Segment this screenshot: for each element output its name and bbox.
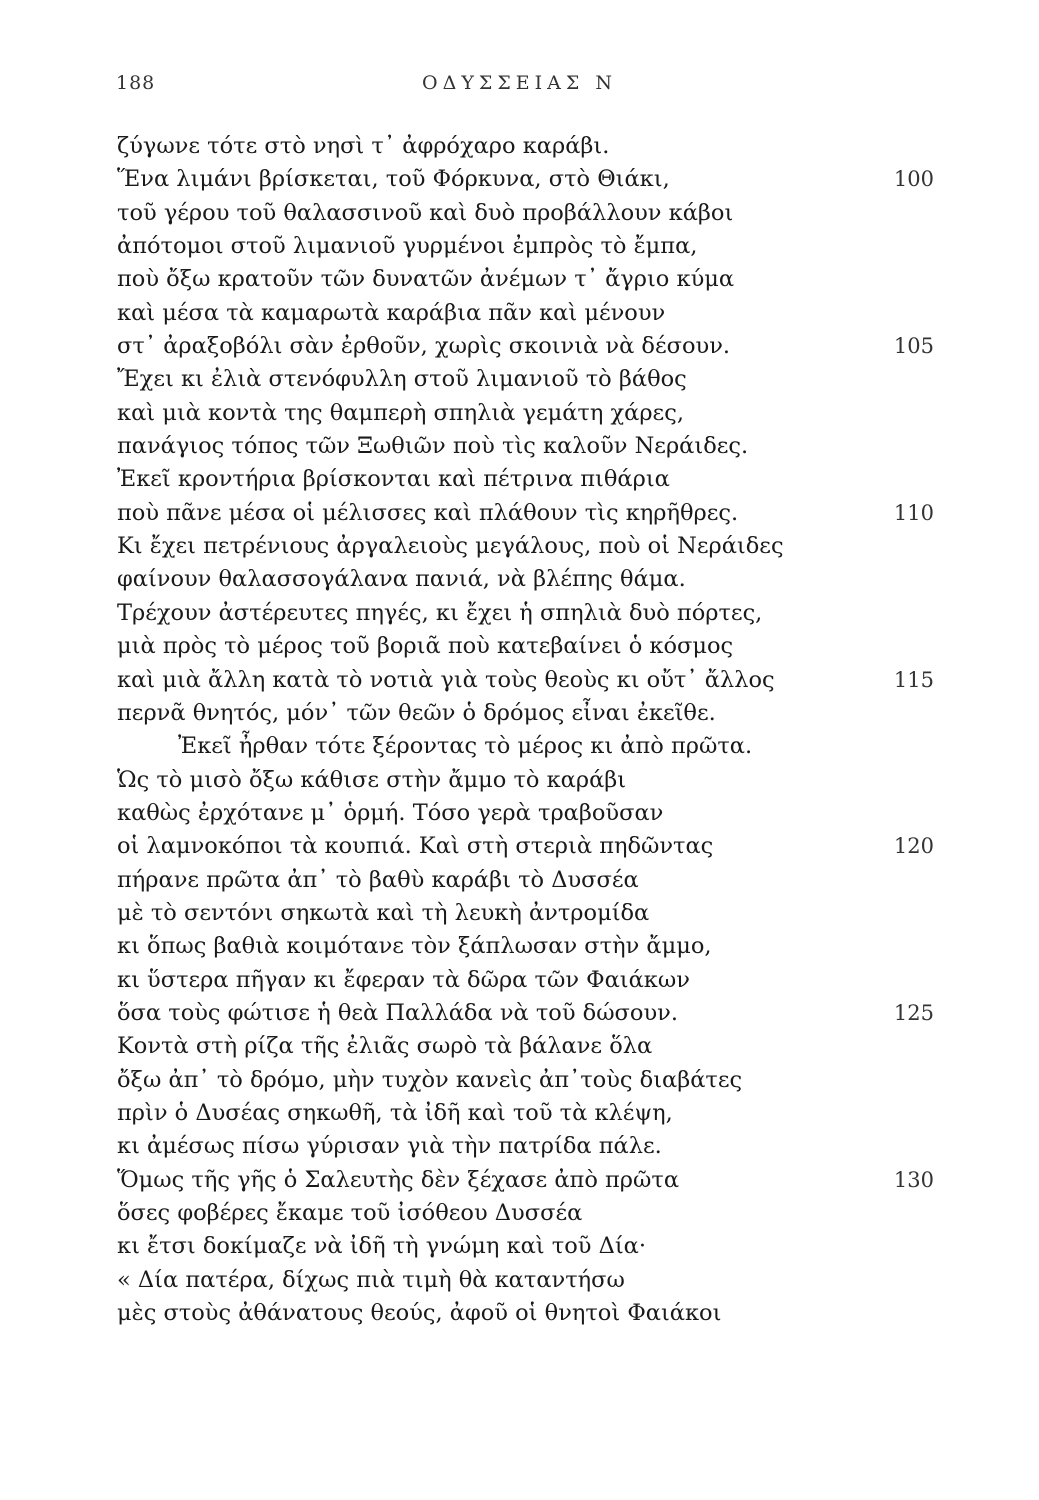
verse-text: ποὺ ὄξω κρατοῦν τῶν δυνατῶν ἀνέμων τ᾿ ἄγριο κύμα [117,266,735,293]
verse-line [0,330,1039,363]
verse-text: Κοντὰ στὴ ρίζα τῆς ἐλιᾶς σωρὸ τὰ βάλανε ὅλα [117,1033,653,1060]
verse-line [0,897,1039,930]
verse-line [0,563,1039,596]
verse-text: Ἕνα λιμάνι βρίσκεται, τοῦ Φόρκυνα, στὸ Θιάκι, [117,166,670,193]
verse-line [0,1130,1039,1163]
verse-text: καὶ μιὰ ἄλλη κατὰ τὸ νοτιὰ γιὰ τοὺς θεοὺς κι οὔτ᾿ ἄλλος [117,666,775,693]
page-number: 188 [116,72,156,94]
verse-line [0,964,1039,997]
verse-text: κι ἔτσι δοκίμαζε νὰ ἰδῆ τὴ γνώμη καὶ τοῦ Δία· [117,1233,646,1260]
verse-text: καὶ μέσα τὰ καμαρωτὰ καράβια πᾶν καὶ μένουν [117,299,666,326]
verse-text: στ᾿ ἀραξοβόλι σὰν ἐρθοῦν, χωρὶς σκοινιὰ νὰ δέσουν. [117,333,731,360]
verse-line [0,397,1039,430]
verse-text: τοῦ γέρου τοῦ θαλασσινοῦ καὶ δυὸ προβάλλουν κάβοι [117,199,734,226]
verse-number: 110 [893,500,934,525]
verse-line [0,630,1039,663]
verse-text: Ἔχει κι ἐλιὰ στενόφυλλη στοῦ λιμανιοῦ τὸ βάθος [117,366,687,393]
verse-text: Ἐκεῖ κροντήρια βρίσκονται καὶ πέτρινα πιθάρια [117,466,670,493]
verse-number: 105 [893,334,934,359]
verse-text: οἱ λαμνοκόποι τὰ κουπιά. Καὶ στὴ στεριὰ πηδῶντας [117,833,714,860]
verse-text: « Δία πατέρα, δίχως πιὰ τιμὴ θὰ καταντήσω [117,1266,625,1293]
verse-text: περνᾶ θνητός, μόν᾿ τῶν θεῶν ὁ δρόμος εἶναι ἐκεῖθε. [117,699,716,726]
verse-text: κι ἀμέσως πίσω γύρισαν γιὰ τὴν πατρίδα πάλε. [117,1133,662,1160]
verse-line [0,1064,1039,1097]
verse-number: 115 [893,667,934,692]
verse-text: καθὼς ἐρχότανε μ᾿ ὁρμή. Τόσο γερὰ τραβοῦσαν [117,799,664,826]
verse-line [0,697,1039,730]
verse-line [0,930,1039,963]
verse-line [0,230,1039,263]
verse-text: ὄξω ἀπ᾿ τὸ δρόμο, μὴν τυχὸν κανεὶς ἀπ᾿τοὺς διαβάτες [117,1066,743,1093]
verse-line [0,1297,1039,1330]
running-title: ΟΔΥΣΣΕΙΑΣ Ν [422,72,617,94]
verse-line [0,1164,1039,1197]
verse-line [0,997,1039,1030]
verse-line [0,864,1039,897]
verse-line [0,597,1039,630]
verse-line [0,297,1039,330]
verse-number: 130 [893,1167,934,1192]
verse-line [0,497,1039,530]
verse-line [0,163,1039,196]
verse-line [0,1197,1039,1230]
verse-text: καὶ μιὰ κοντὰ της θαμπερὴ σπηλιὰ γεμάτη χάρες, [117,399,684,426]
verse-line [0,730,1039,763]
verse-line [0,1230,1039,1263]
verse-line [0,197,1039,230]
verse-line [0,430,1039,463]
verse-line [0,1097,1039,1130]
verse-text: κι ὅπως βαθιὰ κοιμότανε τὸν ξάπλωσαν στὴν ἄμμο, [117,933,712,960]
verse-line [0,797,1039,830]
verse-text: κι ὕστερα πῆγαν κι ἔφεραν τὰ δῶρα τῶν Φαιάκων [117,966,690,993]
verse-line [0,463,1039,496]
verse-line [0,664,1039,697]
verse-line [0,130,1039,163]
verse-text: φαίνουν θαλασσογάλανα πανιά, νὰ βλέπης θάμα. [117,566,686,593]
verse-number: 120 [893,834,934,859]
verse-text: Τρέχουν ἀστέρευτες πηγές, κι ἔχει ἡ σπηλιὰ δυὸ πόρτες, [117,599,763,626]
verse-text: μιὰ πρὸς τὸ μέρος τοῦ βοριᾶ ποὺ κατεβαίνει ὁ κόσμος [117,633,734,660]
verse-line [0,363,1039,396]
verse-text: Ὡς τὸ μισὸ ὄξω κάθισε στὴν ἄμμο τὸ καράβι [117,766,627,793]
verse-text: ὅσες φοβέρες ἔκαμε τοῦ ἰσόθεου Δυσσέα [117,1200,583,1226]
verse-number: 125 [893,1000,934,1025]
verse-text: Ὅμως τῆς γῆς ὁ Σαλευτὴς δὲν ξέχασε ἀπὸ πρῶτα [117,1166,680,1193]
verse-text: Κι ἔχει πετρένιους ἀργαλειοὺς μεγάλους, ποὺ οἱ Νεράιδες [117,533,784,560]
verse-line [0,1264,1039,1297]
page-header [0,72,1039,102]
verse-text: ὅσα τοὺς φώτισε ἡ θεὰ Παλλάδα νὰ τοῦ δώσουν. [117,999,678,1026]
verse-line [0,764,1039,797]
verse-line [0,1030,1039,1063]
verse-text: πανάγιος τόπος τῶν Ξωθιῶν ποὺ τὶς καλοῦν Νεράιδες. [117,433,749,460]
verse-text: ἀπότομοι στοῦ λιμανιοῦ γυρμένοι ἐμπρὸς τὸ ἔμπα, [117,233,698,260]
verse-line [0,263,1039,296]
verse-text: μὲ τὸ σεντόνι σηκωτὰ καὶ τὴ λευκὴ ἀντρομίδα [117,899,650,926]
verse-text: πρὶν ὁ Δυσέας σηκωθῆ, τὰ ἰδῆ καὶ τοῦ τὰ κλέψη, [117,1099,673,1126]
verse-text: Ἐκεῖ ἦρθαν τότε ξέροντας τὸ μέρος κι ἀπὸ πρῶτα. [178,733,753,760]
verse-line [0,530,1039,563]
verse-text: μὲς στοὺς ἀθάνατους θεούς, ἀφοῦ οἱ θνητοὶ Φαιάκοι [117,1300,722,1327]
verse-text: πήρανε πρῶτα ἀπ᾿ τὸ βαθὺ καράβι τὸ Δυσσέα [117,866,639,893]
verse-text: ζύγωνε τότε στὸ νησὶ τ᾿ ἀφρόχαρο καράβι. [117,133,610,159]
verse-number: 100 [893,167,934,192]
verse-text: ποὺ πᾶνε μέσα οἱ μέλισσες καὶ πλάθουν τὶς κηρῆθρες. [117,499,739,526]
verse-block [0,130,1039,1330]
verse-line [0,830,1039,863]
